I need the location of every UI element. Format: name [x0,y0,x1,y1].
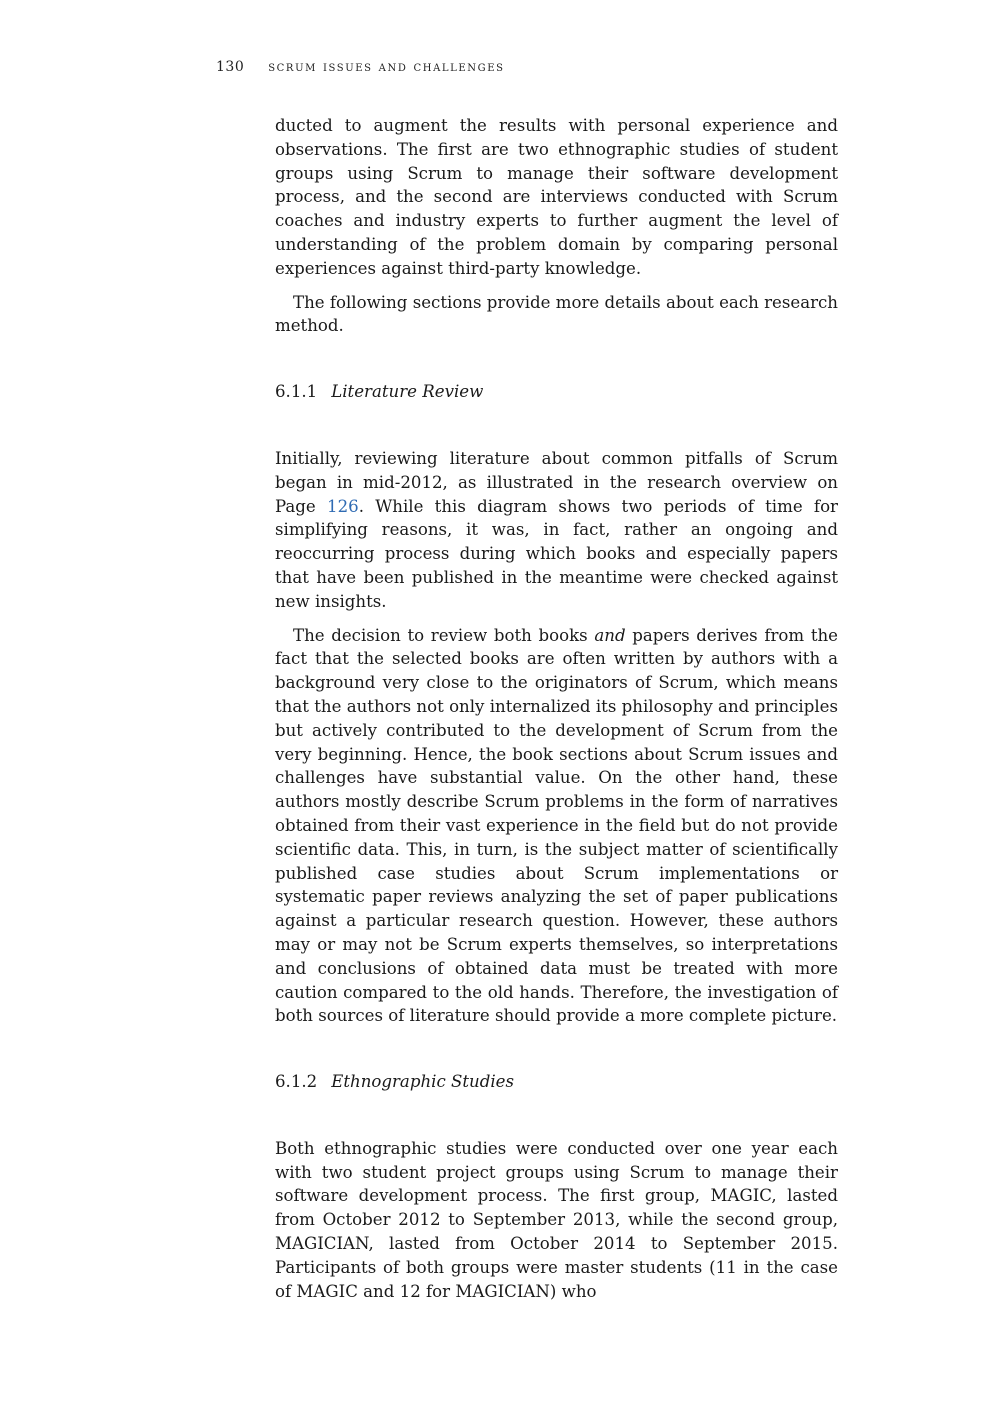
emphasis-text: and [594,625,626,645]
subsection-heading-ethnographic-studies [275,1070,838,1094]
subsection-title: Literature Review [331,382,484,402]
main-text [275,114,838,1313]
subsection-number: 6.1.2 [275,1072,318,1092]
page-number: 130 [216,59,245,75]
page-reference-link[interactable]: 126 [327,496,359,516]
intro-paragraph-1: ducted to augment the results with personal experience and observations. The first are two ethnographic studies of student groups using Scrum to manage their software development process, and the second are interviews conducted with Scrum coaches and industry experts to further augment the level of understanding of the problem domain by comparing personal experiences against third-party knowledge. [275,116,838,278]
ethnographic-studies-paragraph-1: Both ethnographic studies were conducted over one year each with two student project groups using Scrum to manage their software development process. The first group, MAGIC, lasted from October 2012 to September 2013, while the second group, MAGICIAN, lasted from October 2014 to September 2015. Participants of both groups were master students (11 in the case of MAGIC and 12 for MAGICIAN) who [275,1138,838,1301]
subsection-heading-literature-review [275,380,838,404]
paragraph-text: Initially, reviewing literature about common pitfalls of Scrum began in mid-2012, as illustrated in the research overview on Page [275,448,838,516]
running-header [216,59,505,75]
subsection-number: 6.1.1 [275,382,318,402]
subsection-title: Ethnographic Studies [331,1072,515,1092]
intro-paragraph-2: The following sections provide more details about each research method. [275,292,838,336]
literature-review-paragraph-1 [275,447,838,614]
chapter-title: scrum issues and challenges [268,59,505,75]
literature-review-paragraph-2 [275,624,838,1029]
paragraph-text: papers derives from the fact that the selected books are often written by authors with a background very close to the originators of Scrum, which means that the authors not only internalized its philosophy and principles but actively contributed to the development of Scrum from the very beginning. Hence, the book sections about Scrum issues and challenges have substantial value. On the other hand, these authors mostly describe Scrum problems in the form of narratives obtained from their vast experience in the field but do not provide scientific data. This, in turn, is the subject matter of scientifically published case studies about Scrum implementations or systematic paper reviews analyzing the set of paper publications against a particular research question. However, these authors may or may not be Scrum experts themselves, so interpretations and conclusions of obtained data must be treated with more caution compared to the old hands. Therefore, the investigation of both sources of literature should provide a more complete picture. [275,625,838,1026]
paragraph-text: . While this diagram shows two periods of time for simplifying reasons, it was, in fact, rather an ongoing and reoccurring process during which books and especially papers that have been published in the meantime were checked against new insights. [275,496,838,611]
paragraph-text: The decision to review both books [293,625,595,645]
